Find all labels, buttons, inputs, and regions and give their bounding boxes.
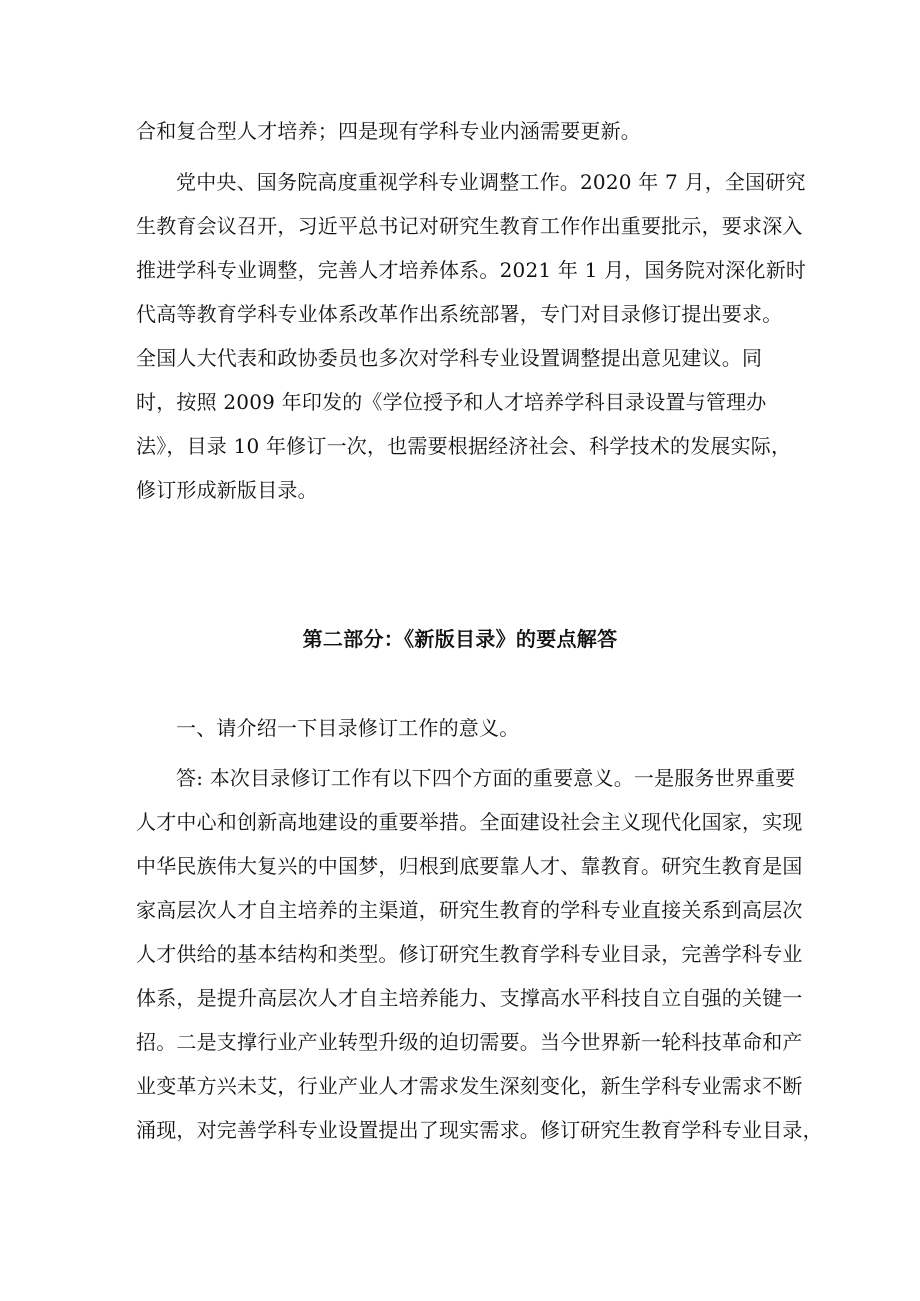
answer-line: 中华民族伟大复兴的中国梦，归根到底要靠人才、靠教育。研究生教育是国: [136, 854, 803, 878]
paragraph-line: 修订形成新版目录。: [136, 478, 318, 502]
paragraph-line: 推进学科专业调整，完善人才培养体系。2021 年 1 月，国务院对深化新时: [136, 258, 807, 282]
answer-line: 招。二是支撑行业产业转型升级的迫切需要。当今世界新一轮科技革命和产: [136, 1030, 803, 1054]
answer-line: 人才中心和创新高地建设的重要举措。全面建设社会主义现代化国家，实现: [136, 810, 803, 834]
question-line: 一、请介绍一下目录修订工作的意义。: [176, 716, 520, 740]
paragraph-line: 代高等教育学科专业体系改革作出系统部署，专门对目录修订提出要求。: [136, 302, 783, 326]
paragraph-line: 法》，目录 10 年修订一次，也需要根据经济社会、科学技术的发展实际，: [136, 434, 792, 458]
paragraph-line: 党中央、国务院高度重视学科专业调整工作。2020 年 7 月，全国研究: [176, 170, 806, 194]
answer-line: 涌现，对完善学科专业设置提出了现实需求。修订研究生教育学科专业目录，: [136, 1118, 823, 1142]
paragraph-line: 生教育会议召开，习近平总书记对研究生教育工作作出重要批示，要求深入: [136, 214, 803, 238]
answer-line: 体系，是提升高层次人才自主培养能力、支撑高水平科技自立自强的关键一: [136, 986, 803, 1010]
answer-line: 答: 本次目录修订工作有以下四个方面的重要意义。一是服务世界重要: [176, 766, 796, 790]
paragraph-line: 全国人大代表和政协委员也多次对学科专业设置调整提出意见建议。同: [136, 346, 763, 370]
paragraph-line: 合和复合型人才培养；四是现有学科专业内涵需要更新。: [136, 119, 641, 143]
answer-line: 人才供给的基本结构和类型。修订研究生教育学科专业目录，完善学科专业: [136, 942, 803, 966]
answer-line: 家高层次人才自主培养的主渠道，研究生教育的学科专业直接关系到高层次: [136, 898, 803, 922]
paragraph-line: 时，按照 2009 年印发的《学位授予和人才培养学科目录设置与管理办: [136, 390, 767, 414]
answer-line: 业变革方兴未艾，行业产业人才需求发生深刻变化，新生学科专业需求不断: [136, 1074, 803, 1098]
section-heading: 第二部分：《新版目录》的要点解答: [302, 627, 618, 651]
